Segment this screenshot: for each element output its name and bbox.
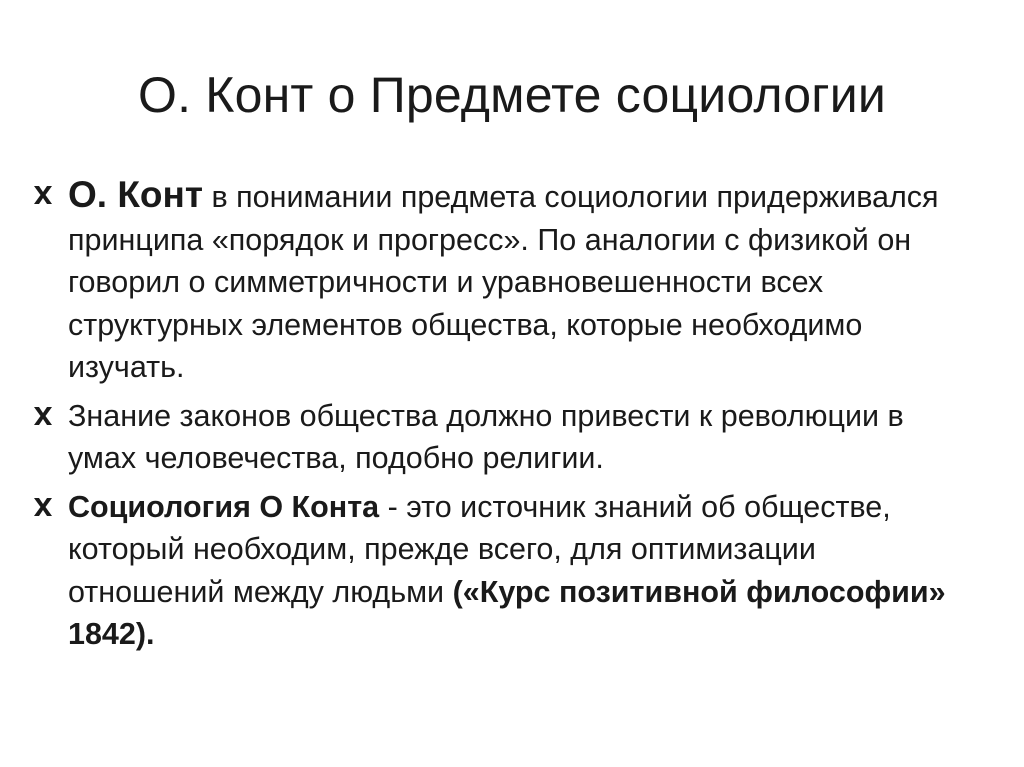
bullet-list (28, 174, 968, 662)
slide-title: О. Конт о Предмете социологии (138, 67, 886, 123)
x-mark-icon (28, 395, 64, 437)
bullet-item-1 (28, 174, 968, 389)
bullet-text: - это источник знаний об обществе, который необходим, прежде всего, для оптимизации отношений между людьми (68, 489, 891, 609)
x-mark-icon (28, 174, 64, 216)
bullet-item-3 (28, 486, 968, 656)
book-citation: («Курс позитивной философии» 1842). (68, 574, 946, 651)
bullet-text: Знание законов общества должно привести к революции в умах человечества, подобно религии. (68, 398, 904, 475)
x-mark-icon (28, 486, 64, 528)
bullet-item-2 (28, 395, 968, 480)
bullet-lead-text: Социология О Конта (68, 489, 380, 524)
bullet-lead-text: О. Конт (68, 174, 203, 215)
bullet-text: в понимании предмета социологии придерживался принципа «порядок и прогресс». По аналогии с физикой он говорил о симметричности и уравновешенности всех структурных элементов общества, которые необходимо изучать. (68, 180, 939, 384)
